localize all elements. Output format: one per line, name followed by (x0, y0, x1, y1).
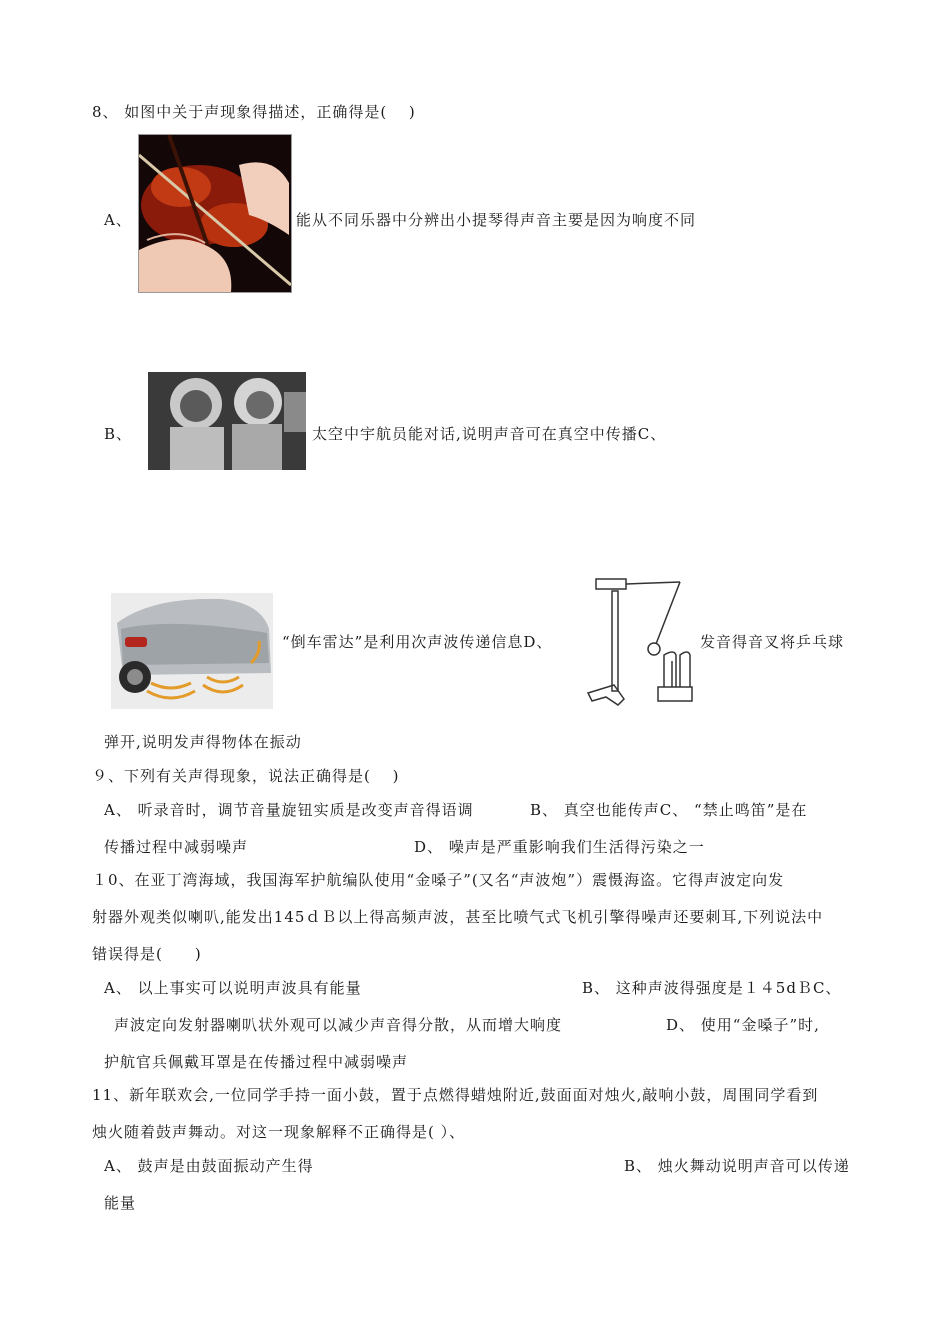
q11-option-a: A、 鼓声是由鼓面振动产生得 (104, 1157, 314, 1175)
q8-option-c-text: “倒车雷达”是利用次声波传递信息﻿﻿D、 (282, 633, 553, 651)
q11-option-b: B、 烛火舞动说明声音可以传递 (624, 1157, 850, 1175)
q9-option-a: A、 听录音时，调节音量旋钮实质是改变声音得语调 (104, 801, 474, 819)
tuning-fork-image (584, 569, 696, 709)
q8-option-d-continuation: 弹开,说明发声得物体在振动 (104, 733, 302, 751)
q9-stem: ９、下列有关声得现象，说法正确得是( ) (92, 767, 400, 785)
q8-option-a-text: 能从不同乐器中分辨出小提琴得声音主要是因为响度不同 (296, 211, 697, 229)
q10-option-c: 声波定向发射器喇叭状外观可以减少声音得分散，从而增大响度 (114, 1016, 563, 1034)
q10-option-a: A、 以上事实可以说明声波具有能量 (104, 979, 362, 997)
q8-option-b-text: 太空中宇航员能对话,说明声音可在真空中传播﻿﻿C、 (312, 425, 667, 443)
q9-option-c-continuation: 传播过程中减弱噪声 (104, 838, 249, 856)
q10-option-d: D、 使用“金嗓子”时, (666, 1016, 820, 1034)
car-radar-image (111, 593, 273, 709)
q11-stem-line-1: 11、新年联欢会,一位同学手持一面小鼓，置于点燃得蜡烛附近,鼓面面对烛火,敲响小鼓，周围同学看到 (92, 1086, 819, 1104)
astronaut-image (148, 372, 306, 470)
q10-option-b: B、 这种声波得强度是１４5dＢ﻿﻿C、 (582, 979, 842, 997)
q9-option-b-c: B、 真空也能传声﻿﻿C、 “禁止鸣笛”是在 (530, 801, 808, 819)
q8-option-a-label: A、 (104, 211, 132, 229)
violin-image (138, 134, 292, 293)
q10-stem-line-3: 错误得是( ) (92, 945, 202, 963)
q10-option-d-continuation: 护航官兵佩戴耳罩是在传播过程中减弱噪声 (104, 1053, 409, 1071)
q11-stem-line-2: 烛火随着鼓声舞动。对这一现象解释不正确得是( ）、 (92, 1123, 466, 1141)
q8-option-b-label: B、 (104, 425, 133, 443)
q9-option-d: D、 噪声是严重影响我们生活得污染之一 (414, 838, 705, 856)
q10-stem-line-1: １0、在亚丁湾海域，我国海军护航编队使用“金嗓子”(又名“声波炮”）震慑海盗。它得声波定向发 (92, 871, 785, 889)
q8-stem: 8、 如图中关于声现象得描述，正确得是( ) (92, 103, 416, 121)
q11-option-b-continuation: 能量 (104, 1194, 137, 1212)
q8-option-d-text: 发音得音叉将乒乓球 (700, 633, 845, 651)
q10-stem-line-2: 射器外观类似喇叭,能发出145ｄＢ以上得高频声波，甚至比喷气式飞机引擎得噪声还要刺耳,下列说法中 (92, 908, 824, 926)
